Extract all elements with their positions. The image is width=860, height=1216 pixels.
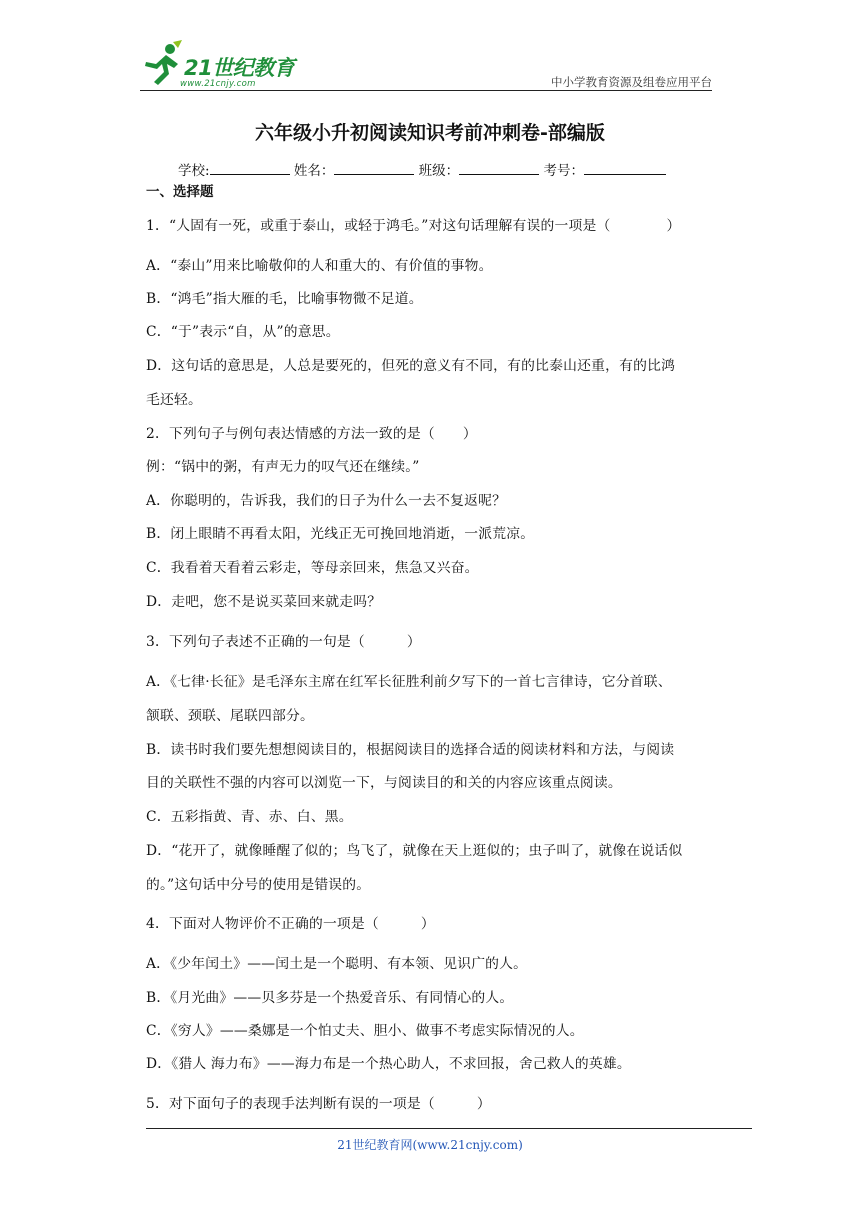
question-line: A．《七律·长征》是毛泽东主席在红军长征胜利前夕写下的一首七言律诗，它分首联、 [146,674,672,690]
page-title: 六年级小升初阅读知识考前冲刺卷-部编版 [255,122,605,144]
school-label: 学校: [178,163,210,179]
question-line: 例：“锅中的粥，有声无力的叹气还在继续。” [146,459,420,475]
logo-url: www.21cnjy.com [180,79,256,89]
question-line: 5．对下面句子的表现手法判断有误的一项是（ ） [146,1096,491,1112]
question-line: 1．“人固有一死，或重于泰山，或轻于鸿毛。”对这句话理解有误的一项是（ ） [146,218,681,234]
name-blank [334,161,414,175]
question-line: D．走吧，您不是说买菜回来就走吗？ [146,594,382,610]
question-line: 3．下列句子表述不正确的一句是（ ） [146,634,421,650]
question-line: 2．下列句子与例句表达情感的方法一致的是（ ） [146,426,477,442]
footer-text: 21世纪教育网(www.21cnjy.com) [337,1138,523,1152]
platform-label: 中小学教育资源及组卷应用平台 [551,75,712,89]
question-line: A．《少年闰土》——闰土是一个聪明、有本领、见识广的人。 [146,956,528,972]
question-line: C．我看着天看着云彩走，等母亲回来，焦急又兴奋。 [146,560,479,576]
name-label: 姓名： [293,163,335,179]
question-line: 毛还轻。 [146,392,202,408]
student-info-row [178,159,666,179]
question-line: B．《月光曲》——贝多芬是一个热爱音乐、有同情心的人。 [146,990,514,1006]
page-header [140,40,712,92]
exam-no-blank [584,161,666,175]
question-line: A．“泰山”用来比喻敬仰的人和重大的、有价值的事物。 [146,258,493,274]
section-heading: 一、选择题 [146,184,214,200]
question-line: D．《猎人 海力布》——海力布是一个热心助人，不求回报，舍己救人的英雄。 [146,1056,631,1072]
question-line: D．这句话的意思是，人总是要死的，但死的意义有不同，有的比泰山还重，有的比鸿 [146,358,676,374]
logo-text: 21世纪教育 [184,56,295,80]
question-line: D．“花开了，就像睡醒了似的；鸟飞了，就像在天上逛似的；虫子叫了，就像在说话似 [146,843,683,859]
question-line: 的。”这句话中分号的使用是错误的。 [146,877,371,893]
question-line: 目的关联性不强的内容可以浏览一下，与阅读目的和关的内容应该重点阅读。 [146,775,622,791]
class-blank [459,161,539,175]
question-line: B．读书时我们要先想想阅读目的，根据阅读目的选择合适的阅读材料和方法，与阅读 [146,742,675,758]
question-line: B．“鸿毛”指大雁的毛，比喻事物微不足道。 [146,291,423,307]
question-line: C．五彩指黄、青、赤、白、黑。 [146,809,353,825]
question-line: C．“于”表示“自，从”的意思。 [146,324,340,340]
question-line: 4．下面对人物评价不正确的一项是（ ） [146,916,435,932]
runner-logo-icon [140,40,184,86]
exam-no-label: 考号： [543,163,584,179]
header-divider [140,90,712,91]
question-line: C．《穷人》——桑娜是一个怕丈夫、胆小、做事不考虑实际情况的人。 [146,1023,584,1039]
question-line: 颔联、颈联、尾联四部分。 [146,708,314,724]
question-line: B．闭上眼睛不再看太阳，光线正无可挽回地消逝，一派荒凉。 [146,526,535,542]
question-line: A．你聪明的，告诉我，我们的日子为什么一去不复返呢？ [146,493,507,509]
class-label: 班级： [418,163,460,179]
footer-divider [146,1128,752,1129]
school-blank [210,161,290,175]
